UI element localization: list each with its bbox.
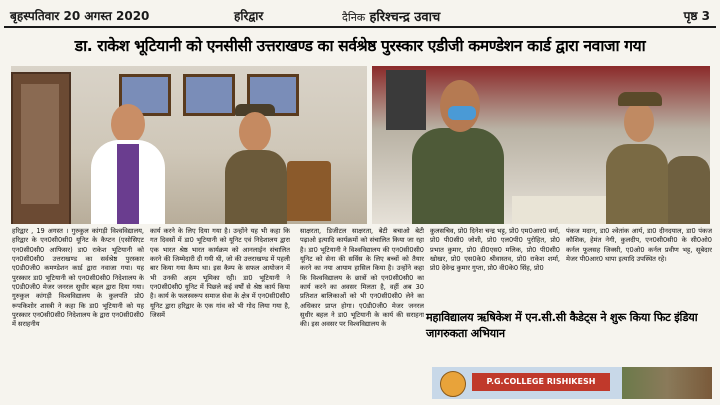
banner-label: P.G.COLLEGE RISHIKESH [472, 373, 610, 391]
article-column-2: कार्य करने के लिए दिया गया है। उन्होंने यह भी कहा कि गत दिवसों में डा0 भूटियानी को यूनिट एवं निदेशालय द्वारा एक भारत श्रेष्ठ भारत कार्यक्रम को आनलाईन संचालित करने की जिम्मेदारी दी गयी थी, जो की उत्तराखण्ड में पहली बार किया गया कैम्प था। इस कैम्प के सफल आयोजन में भी उनकी अहम भूमिका रही। डा0 भूटियानी ने एन0सी0सी0 यूनिट में पिछले कई वर्षों से श्रेष्ठ कार्य किया है। कार्य के फलस्वरूप समाज सेवा के क्षेत्र में एन0सी0सी0 यूनिट द्वारा हरिद्वार के एक गांव को भी गोद लिया गया है, जिसमें [150, 227, 290, 320]
award-photo-left [11, 66, 367, 224]
paper-title [342, 7, 440, 25]
college-banner-photo [432, 367, 712, 399]
paper-name: हरिश्चन्द्र उवाच [369, 10, 441, 25]
article-column-3: साक्षरता, डिजीटल साक्षरता, बेटी बचाओ बेटी पढ़ाओ इत्यादि कार्यक्रमों को संचालित किया जा रहा है। डा0 भूटियानी ने विश्वविद्यालय की एन0सी0सी0 यूनिट को सेना की सर्विस के लिए बच्चों को तैयार करने का नया आयाम हासिल किया है। उन्होंने कहा कि विश्वविद्यालय के छात्रों को एन0सी0सी0 का कार्य करने का अवसर मिलता है, वहीं अब 30 प्रतिशत बालिकाओं को भी एन0सी0सी0 लेने का अधिकार प्राप्त होगा। ए0डी0जी0 मेजर जनरल सुधीर बहल ने डा0 भूटियानी के कार्य की सराहना की। इस अवसर पर विश्वविद्यालय के [300, 227, 424, 329]
college-logo-icon [440, 371, 466, 397]
issue-date: बृहस्पतिवार 20 अगस्त 2020 [10, 9, 150, 23]
award-photo-right [372, 66, 710, 224]
page-number: पृष्ठ 3 [683, 9, 710, 23]
paper-prefix: दैनिक [342, 11, 366, 24]
article-column-1: हरिद्वार , 19 अगस्त । गुरुकुल कांगड़ी विश्वविद्यालय, हरिद्वार के एन0सी0सी0 यूनिट के कैप्टन (एसोसिएट एन0सी0सी0 आफिसर) डा0 राकेश भूटियानी को एन0सी0सी0 उत्तराखण्ड का सर्वश्रेष्ठ पुरस्कार ए0डी0जी0 कमण्डेशन कार्ड द्वारा नवाजा गया। यह पुरस्कार डा0 भूटियानी को एन0सी0सी0 निदेशालय के ए0डी0जी0 मेजर जनरल सुधीर बहल द्वारा दिया गया। गुरुकुल कांगड़ी विश्वविद्यालय के कुलपति प्रो0 रूपकिशोर शास्त्री ने कहा कि डा0 भूटियानी को यह पुरस्कार एन0सी0सी0 निदेशालय के द्वारा एन0सी0सी0 में सराहनीय [12, 227, 144, 329]
city-name: हरिद्वार [234, 9, 264, 23]
main-headline: डा. राकेश भूटियानी को एनसीसी उत्तराखण्ड का सर्वश्रेष्ठ पुरस्कार एडीजी कमण्डेशन कार्ड द्वारा नवाजा गया [74, 37, 646, 55]
article-column-5: पंकज मदान, डा0 श्वेतांक आर्य, डा0 दीनदयाल, डा0 पंकज कौशिक, हेमंत नेगी, कुलदीप, एन0सी0सी0 के सी0ओ0 कर्नल फूलसह जिक्सी, ए0ओ0 कर्नल प्रवीण भट्ट, सूबेदार मेजर पी0आर0 थापा इत्यादि उपस्थित रहे। [566, 227, 712, 264]
masthead [4, 4, 716, 28]
sub-headline: महाविद्यालय ऋषिकेश में एन.सी.सी कैडेट्स ने शुरू किया फिट इंडिया जागरुकता अभियान [426, 311, 698, 340]
article-column-4: कुलसचिव, प्रो0 दिनेश चन्द्र भट्ट, प्रो0 एम0आर0 वर्मा, प्रो0 पी0सी0 जोशी, प्रो0 एल0पी0 पुरोहित, प्रो0 प्रभात कुमार, प्रो0 डी0एस0 मलिक, प्रो0 पी0सी0 खोखर, प्रो0 एस0के0 श्रीवास्तव, प्रो0 राकेश शर्मा, प्रो0 देवेन्द्र कुमार गुप्ता, प्रो0 वी0के0 सिंह, प्रो0 [430, 227, 560, 273]
